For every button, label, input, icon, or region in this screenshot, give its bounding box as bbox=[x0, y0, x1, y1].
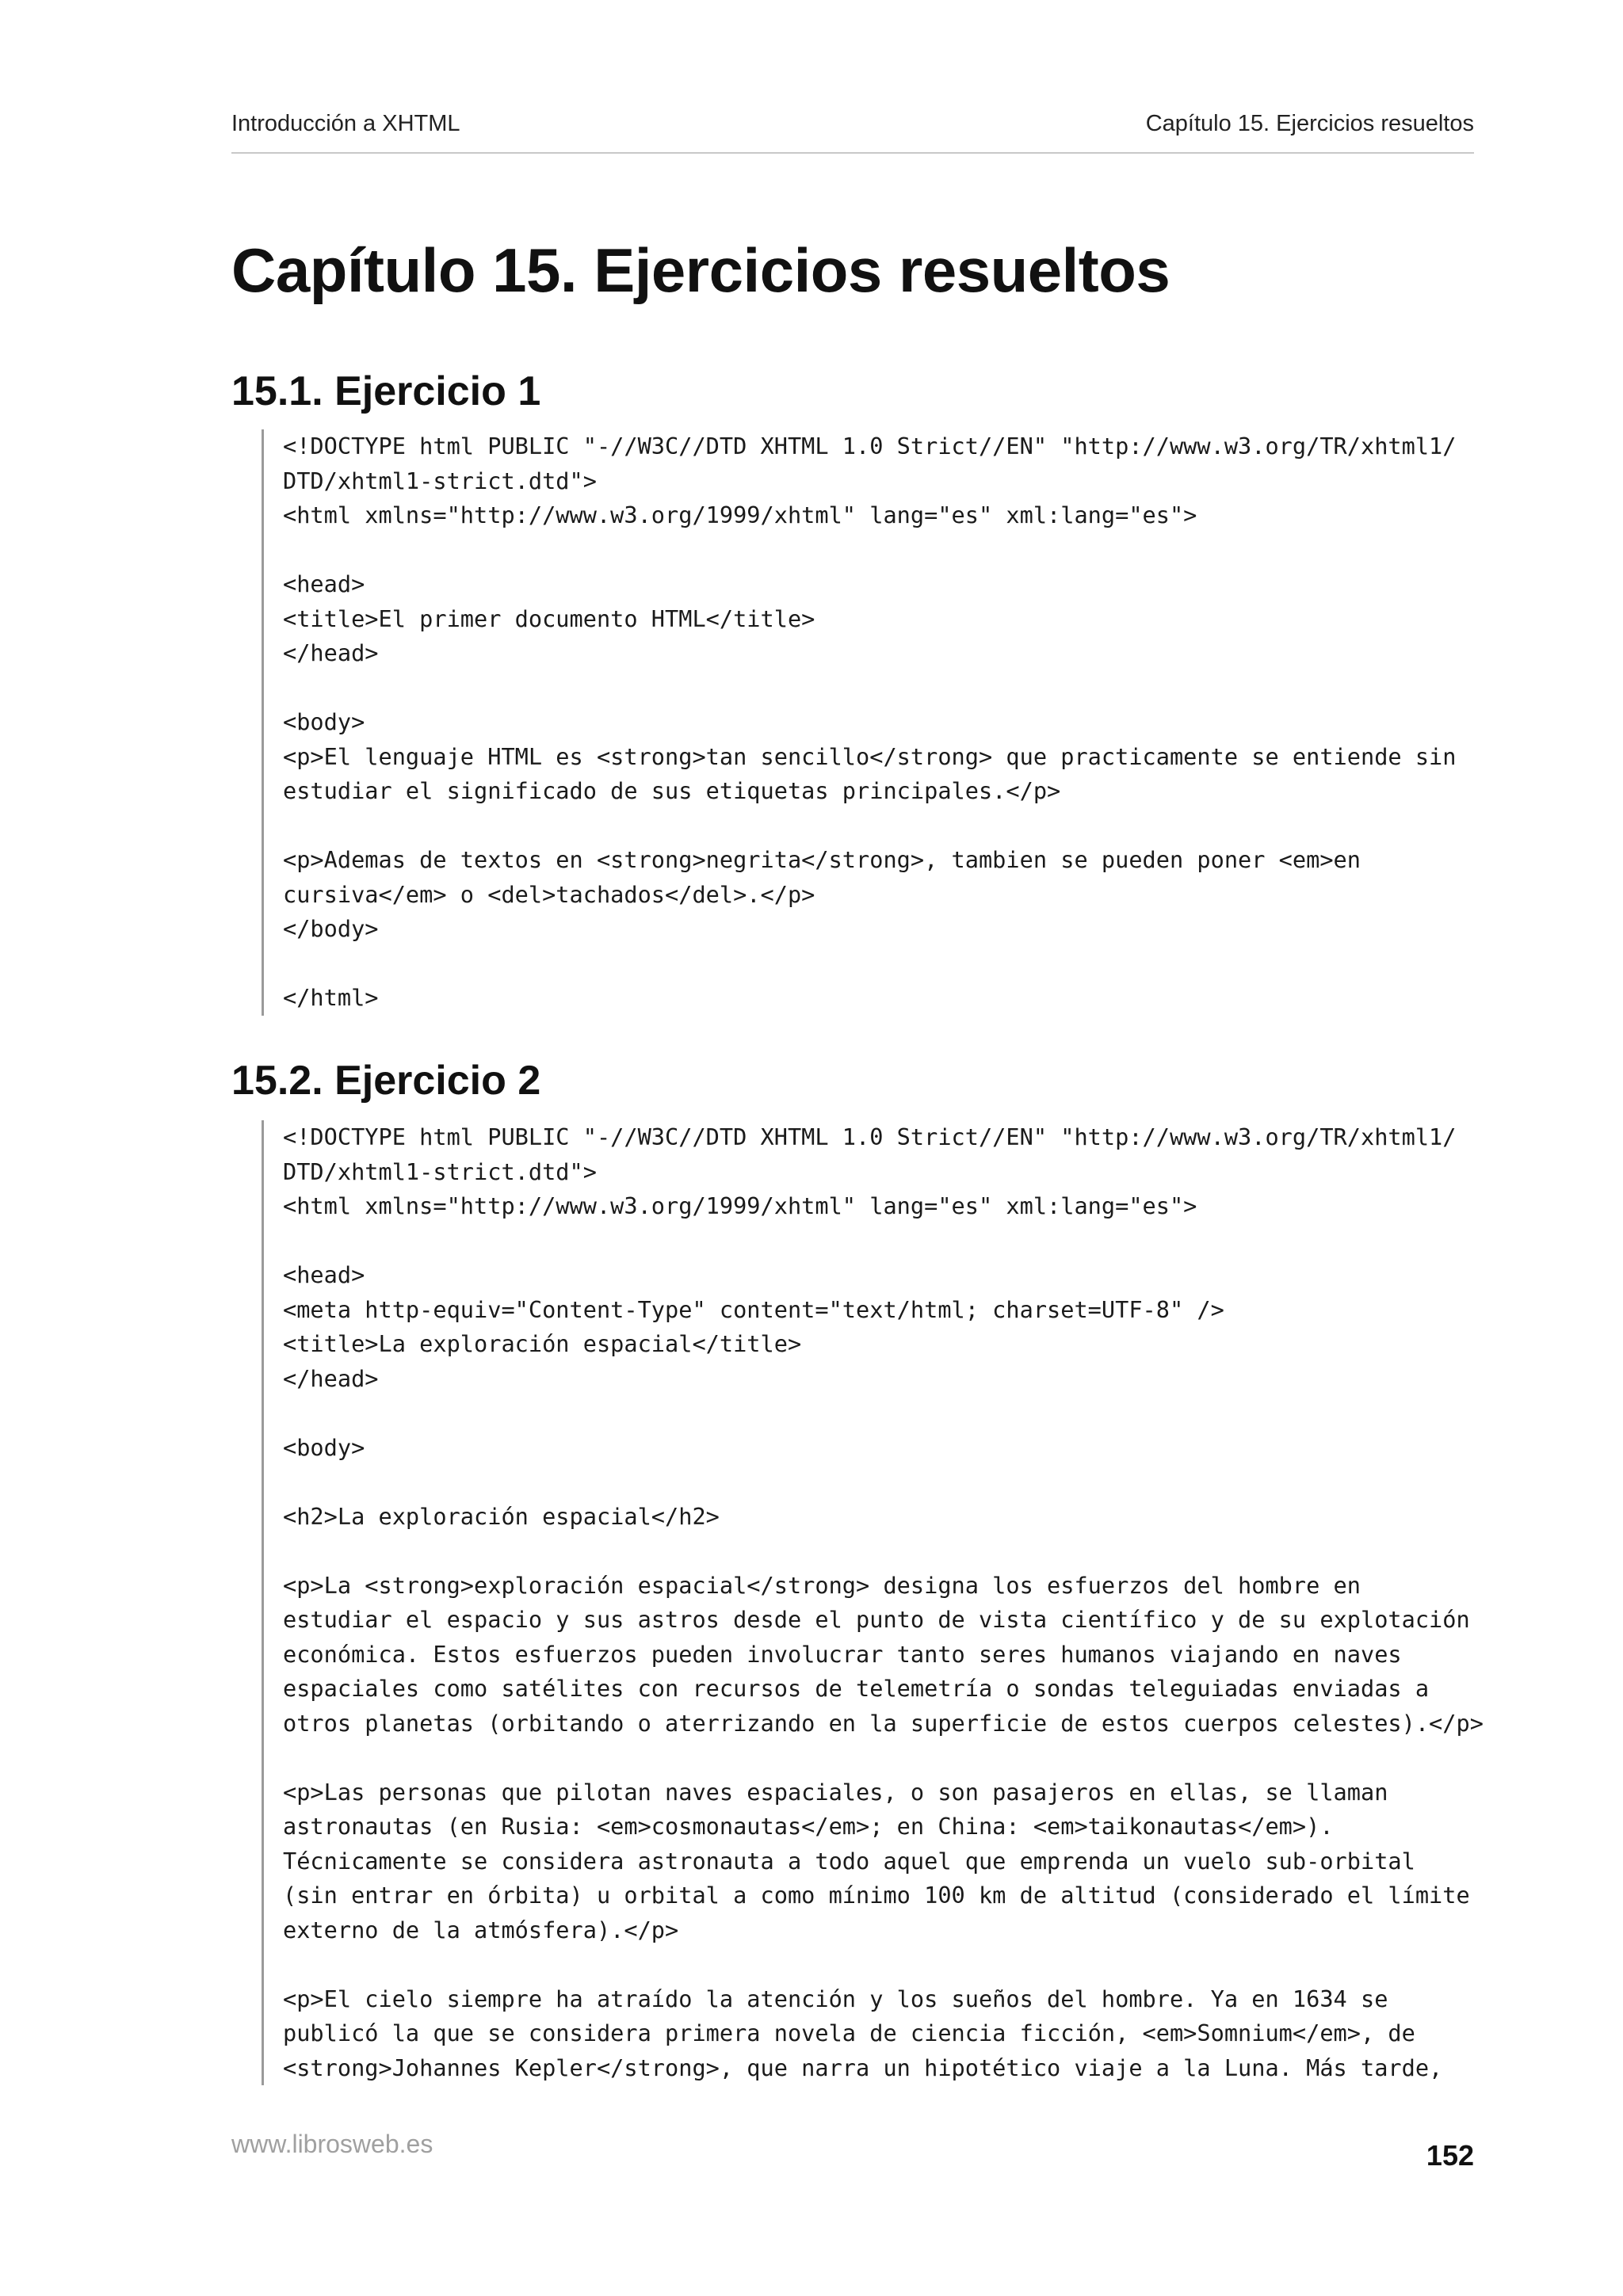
code-line: DTD/xhtml1-strict.dtd"> bbox=[283, 467, 597, 494]
code-line: publicó la que se considera primera novela de ciencia ficción, <em>Somnium</em>, de bbox=[283, 2019, 1415, 2046]
code-line: <meta http-equiv="Content-Type" content="text/html; charset=UTF-8" /> bbox=[283, 1295, 1224, 1323]
header-chapter-title: Capítulo 15. Ejercicios resueltos bbox=[1145, 111, 1474, 136]
code-block-ejercicio-1 bbox=[262, 429, 1503, 1016]
code-line: <html xmlns="http://www.w3.org/1999/xhtml" lang="es" xml:lang="es"> bbox=[283, 502, 1197, 528]
code-line: cursiva</em> o <del>tachados</del>.</p> bbox=[283, 880, 815, 908]
code-block-ejercicio-2 bbox=[262, 1120, 1503, 2085]
code-line bbox=[283, 671, 1503, 706]
code-line bbox=[283, 1741, 1503, 1775]
code-line: <html xmlns="http://www.w3.org/1999/xhtml" lang="es" xml:lang="es"> bbox=[283, 1192, 1197, 1219]
code-line: Técnicamente se considera astronauta a todo aquel que emprenda un vuelo sub-orbital bbox=[283, 1847, 1415, 1875]
code-line: estudiar el espacio y sus astros desde el punto de vista científico y de su explotación bbox=[283, 1606, 1470, 1633]
code-line: <h2>La exploración espacial</h2> bbox=[283, 1502, 720, 1530]
code-line: <!DOCTYPE html PUBLIC "-//W3C//DTD XHTML 1.0 Strict//EN" "http://www.w3.org/TR/xhtml1/ bbox=[283, 433, 1457, 460]
section-title-1: 15.1. Ejercicio 1 bbox=[231, 368, 541, 414]
code-line bbox=[283, 1534, 1503, 1569]
code-line: </head> bbox=[283, 639, 379, 666]
code-line: <title>La exploración espacial</title> bbox=[283, 1330, 802, 1357]
code-line: económica. Estos esfuerzos pueden involucrar tanto seres humanos viajando en naves bbox=[283, 1640, 1402, 1668]
code-line: <p>Las personas que pilotan naves espaciales, o son pasajeros en ellas, se llaman bbox=[283, 1778, 1388, 1806]
page-number: 152 bbox=[1426, 2139, 1474, 2172]
code-line: (sin entrar en órbita) u orbital a como mínimo 100 km de altitud (considerado el límite bbox=[283, 1882, 1470, 1909]
code-line bbox=[283, 1224, 1503, 1259]
footer-site-link[interactable]: www.librosweb.es bbox=[231, 2130, 433, 2158]
code-line: espaciales como satélites con recursos de telemetría o sondas teleguiadas enviadas a bbox=[283, 1675, 1430, 1702]
code-line: estudiar el significado de sus etiquetas principales.</p> bbox=[283, 777, 1061, 804]
code-line: <body> bbox=[283, 708, 365, 735]
code-line bbox=[283, 947, 1503, 982]
code-line: <p>Ademas de textos en <strong>negrita</strong>, tambien se pueden poner <em>en bbox=[283, 846, 1361, 873]
code-line: <head> bbox=[283, 570, 365, 597]
chapter-title: Capítulo 15. Ejercicios resueltos bbox=[231, 235, 1170, 305]
code-line: <p>El cielo siempre ha atraído la atención y los sueños del hombre. Ya en 1634 se bbox=[283, 1985, 1388, 2012]
header-book-title: Introducción a XHTML bbox=[231, 111, 460, 136]
code-line: <title>El primer documento HTML</title> bbox=[283, 605, 815, 632]
code-line: <body> bbox=[283, 1433, 365, 1461]
section-title-2: 15.2. Ejercicio 2 bbox=[231, 1058, 541, 1104]
code-line: astronautas (en Rusia: <em>cosmonautas</em>; en China: <em>taikonautas</em>). bbox=[283, 1813, 1334, 1840]
code-line: </head> bbox=[283, 1364, 379, 1392]
code-line: DTD/xhtml1-strict.dtd"> bbox=[283, 1158, 597, 1185]
code-line: otros planetas (orbitando o aterrizando en la superficie de estos cuerpos celestes).</p> bbox=[283, 1709, 1484, 1737]
code-line bbox=[283, 533, 1503, 568]
code-line bbox=[283, 1465, 1503, 1500]
code-line bbox=[283, 809, 1503, 844]
code-line: externo de la atmósfera).</p> bbox=[283, 1916, 679, 1943]
running-header bbox=[231, 111, 1474, 154]
code-line: </body> bbox=[283, 915, 379, 942]
code-line: <head> bbox=[283, 1261, 365, 1288]
code-line: <!DOCTYPE html PUBLIC "-//W3C//DTD XHTML 1.0 Strict//EN" "http://www.w3.org/TR/xhtml1/ bbox=[283, 1123, 1457, 1150]
code-line: <p>La <strong>exploración espacial</strong> designa los esfuerzos del hombre en bbox=[283, 1571, 1361, 1599]
code-line bbox=[283, 1396, 1503, 1431]
code-line: <p>El lenguaje HTML es <strong>tan sencillo</strong> que practicamente se entiende sin bbox=[283, 742, 1457, 770]
code-line: <strong>Johannes Kepler</strong>, que narra un hipotético viaje a la Luna. Más tarde, bbox=[283, 2054, 1443, 2081]
code-line bbox=[283, 1947, 1503, 1982]
code-line: </html> bbox=[283, 984, 379, 1011]
